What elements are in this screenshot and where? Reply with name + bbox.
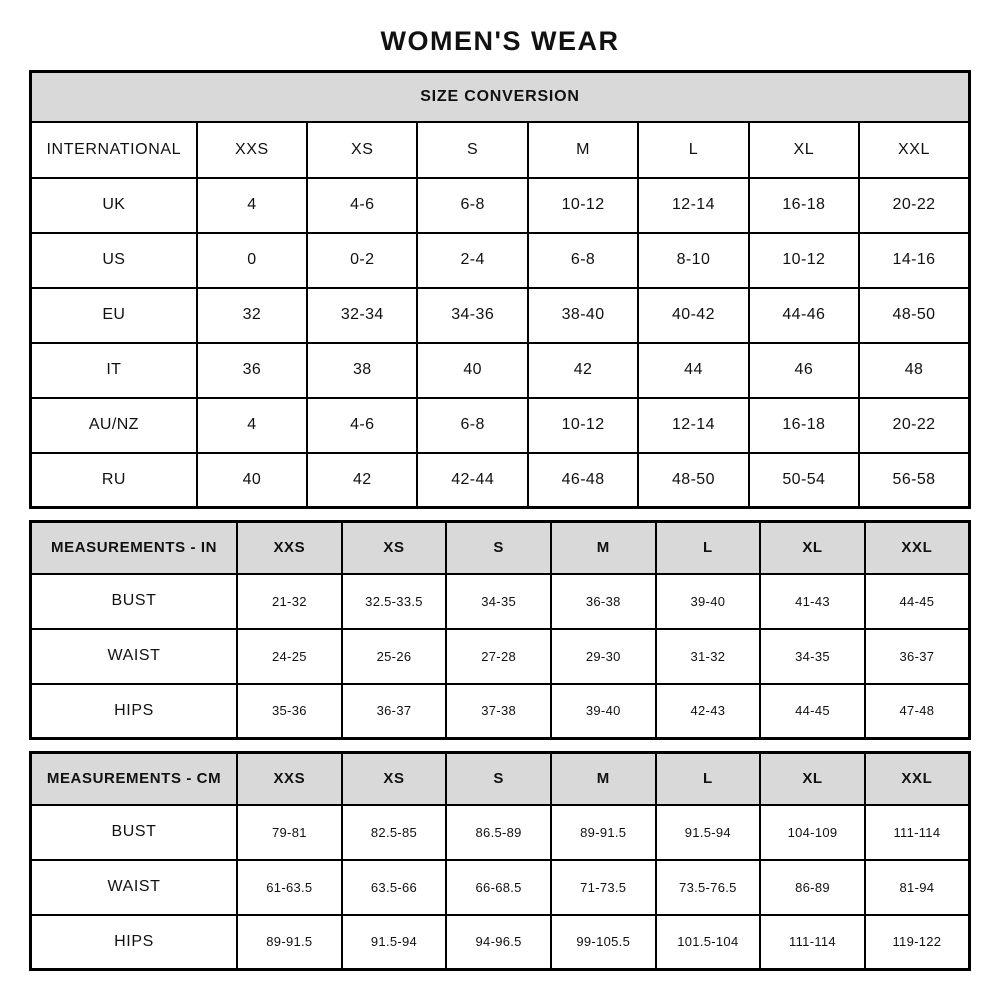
size-value: 36 <box>197 343 307 398</box>
size-value: 50-54 <box>749 453 859 508</box>
row-label: AU/NZ <box>31 398 197 453</box>
column-header: XXL <box>859 122 969 178</box>
size-value: 37-38 <box>446 684 551 739</box>
size-value: 10-12 <box>528 398 638 453</box>
size-value: 42-44 <box>417 453 527 508</box>
size-value: 73.5-76.5 <box>656 860 761 915</box>
size-value: 4-6 <box>307 398 417 453</box>
size-value: 42 <box>307 453 417 508</box>
size-value: 61-63.5 <box>237 860 342 915</box>
row-label: WAIST <box>31 860 238 915</box>
column-header: XXL <box>865 753 970 805</box>
size-value: 44 <box>638 343 748 398</box>
size-value: 71-73.5 <box>551 860 656 915</box>
size-value: 4 <box>197 398 307 453</box>
size-value: 20-22 <box>859 178 969 233</box>
row-label: HIPS <box>31 915 238 970</box>
size-value: 79-81 <box>237 805 342 860</box>
size-value: 2-4 <box>417 233 527 288</box>
size-value: 32-34 <box>307 288 417 343</box>
size-value: 40 <box>197 453 307 508</box>
size-value: 41-43 <box>760 574 865 629</box>
row-label: UK <box>31 178 197 233</box>
size-value: 4 <box>197 178 307 233</box>
table-row <box>31 574 970 629</box>
column-header: XL <box>749 122 859 178</box>
size-value: 94-96.5 <box>446 915 551 970</box>
column-header-row <box>31 522 970 574</box>
table-row <box>31 178 970 233</box>
size-value: 81-94 <box>865 860 970 915</box>
table-row <box>31 805 970 860</box>
table-row <box>31 288 970 343</box>
size-value: 6-8 <box>528 233 638 288</box>
size-value: 101.5-104 <box>656 915 761 970</box>
size-value: 20-22 <box>859 398 969 453</box>
column-header: S <box>417 122 527 178</box>
size-value: 36-38 <box>551 574 656 629</box>
size-value: 0 <box>197 233 307 288</box>
size-value: 12-14 <box>638 178 748 233</box>
size-value: 47-48 <box>865 684 970 739</box>
row-label: RU <box>31 453 197 508</box>
size-value: 27-28 <box>446 629 551 684</box>
table-title-row <box>31 72 970 122</box>
size-value: 99-105.5 <box>551 915 656 970</box>
column-header: L <box>638 122 748 178</box>
size-value: 12-14 <box>638 398 748 453</box>
table-gap <box>29 740 971 751</box>
size-value: 48-50 <box>859 288 969 343</box>
row-label: IT <box>31 343 197 398</box>
size-value: 86.5-89 <box>446 805 551 860</box>
size-value: 34-35 <box>446 574 551 629</box>
size-conversion-header: SIZE CONVERSION <box>31 72 970 122</box>
size-value: 32 <box>197 288 307 343</box>
size-value: 111-114 <box>760 915 865 970</box>
size-conversion-table <box>29 70 971 509</box>
row-label: HIPS <box>31 684 238 739</box>
row-label: BUST <box>31 805 238 860</box>
column-header: XXS <box>237 753 342 805</box>
size-value: 21-32 <box>237 574 342 629</box>
size-value: 8-10 <box>638 233 748 288</box>
size-value: 36-37 <box>342 684 447 739</box>
column-header: XXS <box>197 122 307 178</box>
column-header: S <box>446 753 551 805</box>
table-row <box>31 915 970 970</box>
size-value: 6-8 <box>417 398 527 453</box>
column-header: M <box>551 522 656 574</box>
column-header: XS <box>342 522 447 574</box>
size-value: 46-48 <box>528 453 638 508</box>
size-value: 89-91.5 <box>551 805 656 860</box>
size-value: 34-35 <box>760 629 865 684</box>
size-value: 40 <box>417 343 527 398</box>
table-row <box>31 343 970 398</box>
column-header: XXL <box>865 522 970 574</box>
size-value: 24-25 <box>237 629 342 684</box>
measurements-cm-table <box>29 751 971 971</box>
table-row <box>31 684 970 739</box>
column-header: S <box>446 522 551 574</box>
size-value: 29-30 <box>551 629 656 684</box>
size-value: 91.5-94 <box>342 915 447 970</box>
size-value: 44-45 <box>865 574 970 629</box>
size-value: 39-40 <box>551 684 656 739</box>
size-value: 48-50 <box>638 453 748 508</box>
row-label: US <box>31 233 197 288</box>
row-label: BUST <box>31 574 238 629</box>
size-value: 16-18 <box>749 178 859 233</box>
column-header: INTERNATIONAL <box>31 122 197 178</box>
table-row <box>31 629 970 684</box>
size-value: 31-32 <box>656 629 761 684</box>
size-value: 44-46 <box>749 288 859 343</box>
size-value: 63.5-66 <box>342 860 447 915</box>
size-value: 56-58 <box>859 453 969 508</box>
size-value: 44-45 <box>760 684 865 739</box>
size-value: 34-36 <box>417 288 527 343</box>
size-value: 4-6 <box>307 178 417 233</box>
size-value: 10-12 <box>749 233 859 288</box>
page-title: WOMEN'S WEAR <box>380 26 620 56</box>
size-value: 10-12 <box>528 178 638 233</box>
size-value: 104-109 <box>760 805 865 860</box>
measurements-in-header: MEASUREMENTS - IN <box>31 522 238 574</box>
size-value: 16-18 <box>749 398 859 453</box>
column-header: XS <box>307 122 417 178</box>
size-value: 42-43 <box>656 684 761 739</box>
column-header: XL <box>760 522 865 574</box>
column-header: XS <box>342 753 447 805</box>
table-row <box>31 453 970 508</box>
size-value: 39-40 <box>656 574 761 629</box>
size-value: 82.5-85 <box>342 805 447 860</box>
table-gap <box>29 509 971 520</box>
table-row <box>31 860 970 915</box>
size-value: 6-8 <box>417 178 527 233</box>
size-value: 38 <box>307 343 417 398</box>
size-value: 25-26 <box>342 629 447 684</box>
size-value: 14-16 <box>859 233 969 288</box>
column-header: M <box>528 122 638 178</box>
column-header: L <box>656 753 761 805</box>
row-label: WAIST <box>31 629 238 684</box>
size-value: 32.5-33.5 <box>342 574 447 629</box>
column-header: M <box>551 753 656 805</box>
size-value: 36-37 <box>865 629 970 684</box>
measurements-cm-header: MEASUREMENTS - CM <box>31 753 238 805</box>
table-row <box>31 398 970 453</box>
column-header: XXS <box>237 522 342 574</box>
size-value: 35-36 <box>237 684 342 739</box>
table-row <box>31 233 970 288</box>
size-value: 119-122 <box>865 915 970 970</box>
size-value: 40-42 <box>638 288 748 343</box>
size-value: 89-91.5 <box>237 915 342 970</box>
measurements-in-table <box>29 520 971 740</box>
column-header: XL <box>760 753 865 805</box>
size-value: 42 <box>528 343 638 398</box>
size-value: 111-114 <box>865 805 970 860</box>
column-header-row <box>31 122 970 178</box>
size-value: 0-2 <box>307 233 417 288</box>
row-label: EU <box>31 288 197 343</box>
size-value: 66-68.5 <box>446 860 551 915</box>
size-value: 38-40 <box>528 288 638 343</box>
column-header-row <box>31 753 970 805</box>
size-value: 48 <box>859 343 969 398</box>
column-header: L <box>656 522 761 574</box>
size-value: 46 <box>749 343 859 398</box>
size-value: 86-89 <box>760 860 865 915</box>
size-value: 91.5-94 <box>656 805 761 860</box>
